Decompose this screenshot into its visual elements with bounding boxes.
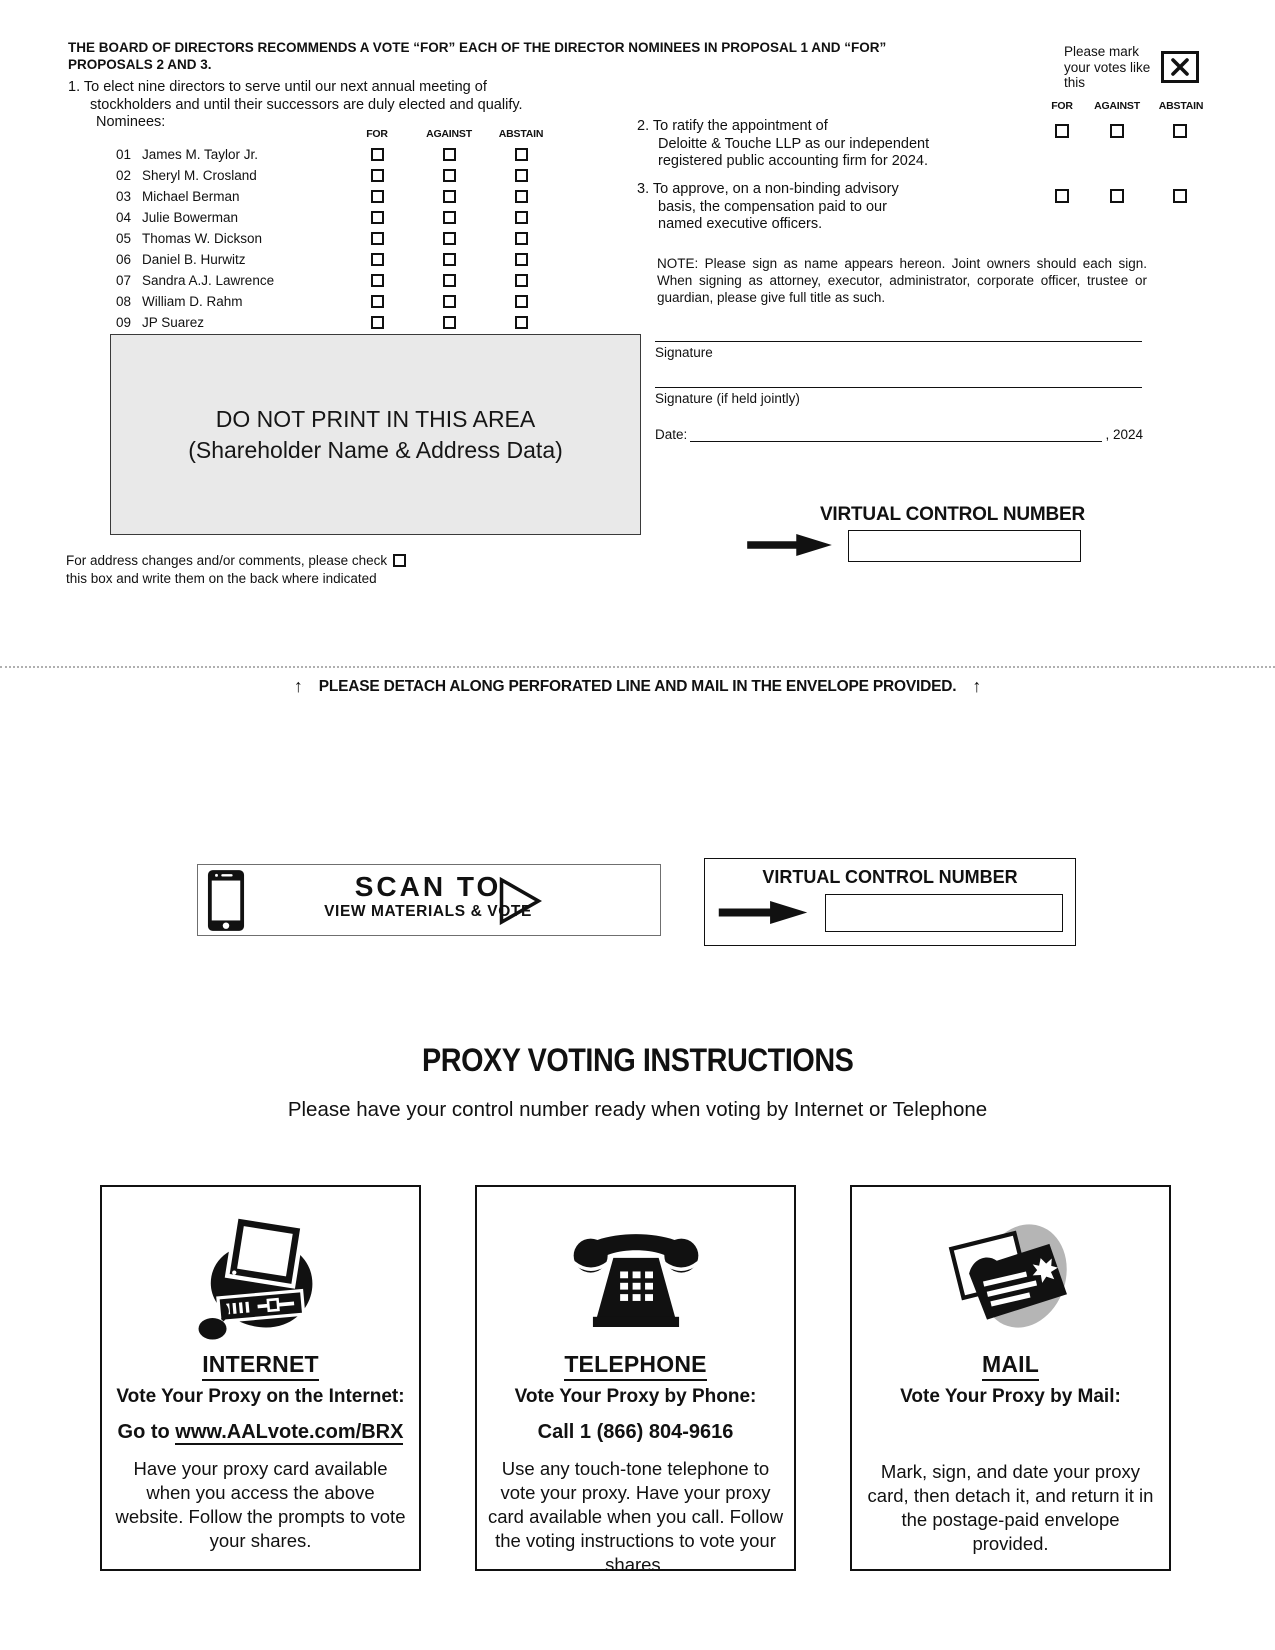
up-arrow-icon: ↑	[293, 676, 303, 696]
arrow-right-icon	[743, 534, 836, 556]
checkbox-nominee-1-for[interactable]	[371, 148, 384, 161]
nominee-name: Sheryl M. Crosland	[142, 168, 257, 183]
board-recommendation-line1: THE BOARD OF DIRECTORS RECOMMENDS A VOTE “FOR” EACH OF THE DIRECTOR NOMINEES IN PROPOSAL 1 AND “FOR”	[68, 40, 887, 55]
proposal-2-line1: 2. To ratify the appointment of	[637, 118, 828, 134]
checkbox-address-change[interactable]	[393, 554, 406, 567]
mail-body: Mark, sign, and date your proxy card, then detach it, and return it in the postage-paid envelope provided.	[867, 1461, 1154, 1554]
nominee-number: 09	[116, 315, 132, 330]
nominee-number: 08	[116, 294, 132, 309]
scan-title: SCAN TO	[354, 871, 502, 902]
telephone-heading: TELEPHONE	[477, 1351, 794, 1381]
nominee-name: Thomas W. Dickson	[142, 231, 263, 246]
signature-joint-line[interactable]	[655, 387, 1142, 388]
checkbox-nominee-8-against[interactable]	[443, 295, 456, 308]
checkbox-nominee-2-against[interactable]	[443, 169, 456, 182]
scan-banner	[197, 864, 661, 936]
internet-subheading: Vote Your Proxy on the Internet:	[116, 1386, 405, 1407]
proposal-2-line2: Deloitte & Touche LLP as our independent	[658, 135, 930, 152]
virtual-control-banner-label: VIRTUAL CONTROL NUMBER	[762, 867, 1018, 887]
checkbox-nominee-6-for[interactable]	[371, 253, 384, 266]
nominee-name: William D. Rahm	[142, 294, 243, 309]
checkbox-nominee-4-abstain[interactable]	[515, 211, 528, 224]
nominee-name: Sandra A.J. Lawrence	[142, 273, 275, 288]
column-header-abstain-right: ABSTAIN	[1158, 100, 1204, 112]
address-change-note	[66, 552, 526, 587]
checkbox-nominee-4-against[interactable]	[443, 211, 456, 224]
mail-icon	[852, 1205, 1169, 1347]
date-entry-line[interactable]	[690, 427, 1102, 442]
mail-heading: MAIL	[852, 1351, 1169, 1381]
proposal-3-line1: 3. To approve, on a non-binding advisory	[637, 181, 899, 197]
instructions-title: PROXY VOTING INSTRUCTIONS	[421, 1042, 854, 1078]
checkbox-nominee-5-abstain[interactable]	[515, 232, 528, 245]
nominee-name: Daniel B. Hurwitz	[142, 252, 246, 267]
checkbox-nominee-9-abstain[interactable]	[515, 316, 528, 329]
arrow-right-icon	[715, 901, 811, 924]
signature-joint-label: Signature (if held jointly)	[655, 391, 800, 406]
nominee-number: 05	[116, 231, 132, 246]
computer-icon	[102, 1205, 419, 1347]
checkbox-proposal-3-abstain[interactable]	[1173, 189, 1187, 203]
internet-action-prefix: Go to	[117, 1421, 176, 1443]
proposal-1-line1: 1. To elect nine directors to serve until our next annual meeting of	[68, 79, 487, 95]
address-change-line2: this box and write them on the back where indicated	[66, 570, 377, 586]
mark-votes-instruction: Please mark your votes like this	[1064, 44, 1151, 90]
nominee-number: 07	[116, 273, 132, 288]
proposal-2-line3: registered public accounting firm for 2024.	[658, 153, 929, 169]
date-year-suffix: , 2024	[1105, 427, 1143, 442]
checkbox-proposal-2-for[interactable]	[1055, 124, 1069, 138]
virtual-control-number-label: VIRTUAL CONTROL NUMBER	[819, 504, 1086, 525]
nominee-number: 06	[116, 252, 132, 267]
internet-vote-link[interactable]: www.AALvote.com/BRX	[175, 1421, 404, 1443]
checkbox-nominee-5-for[interactable]	[371, 232, 384, 245]
proposal-1-line2: stockholders and until their successors are duly elected and qualify.	[90, 96, 523, 113]
column-header-for: FOR	[366, 128, 388, 140]
instructions-subtitle: Please have your control number ready when voting by Internet or Telephone	[287, 1098, 988, 1121]
x-mark-icon	[1169, 58, 1191, 76]
proposal-3	[637, 181, 997, 234]
signature-label: Signature	[655, 345, 713, 360]
mark-example-checkbox	[1161, 51, 1199, 83]
mail-subheading: Vote Your Proxy by Mail:	[900, 1386, 1121, 1407]
signing-note: NOTE: Please sign as name appears hereon. Joint owners should each sign. When signing as attorney, executor, administrator, corporate officer, trustee or guardian, please give full title as such.	[657, 256, 1147, 305]
virtual-control-number-field[interactable]	[848, 530, 1081, 562]
do-not-print-area	[110, 334, 641, 535]
internet-heading: INTERNET	[102, 1351, 419, 1381]
nominee-name: Michael Berman	[142, 189, 240, 204]
checkbox-nominee-6-against[interactable]	[443, 253, 456, 266]
detach-notice	[0, 676, 1275, 697]
checkbox-nominee-5-against[interactable]	[443, 232, 456, 245]
virtual-control-banner	[704, 858, 1076, 946]
column-header-abstain: ABSTAIN	[498, 128, 544, 140]
checkbox-nominee-8-for[interactable]	[371, 295, 384, 308]
nominee-name: Julie Bowerman	[142, 210, 239, 225]
nominees-label: Nominees:	[96, 114, 166, 130]
checkbox-nominee-6-abstain[interactable]	[515, 253, 528, 266]
internet-body: Have your proxy card available when you access the above website. Follow the prompts to vote your shares.	[115, 1458, 406, 1551]
do-not-print-line1: DO NOT PRINT IN THIS AREA	[215, 405, 536, 432]
telephone-subheading: Vote Your Proxy by Phone:	[514, 1386, 757, 1407]
nominee-number: 02	[116, 168, 132, 183]
detach-notice-text: PLEASE DETACH ALONG PERFORATED LINE AND MAIL IN THE ENVELOPE PROVIDED.	[318, 677, 957, 695]
nominee-name: James M. Taylor Jr.	[142, 147, 259, 162]
board-recommendation	[68, 40, 968, 73]
checkbox-nominee-9-against[interactable]	[443, 316, 456, 329]
checkbox-proposal-2-abstain[interactable]	[1173, 124, 1187, 138]
perforation-line	[0, 666, 1275, 668]
play-triangle-icon	[498, 876, 542, 931]
checkbox-nominee-3-abstain[interactable]	[515, 190, 528, 203]
nominee-name: JP Suarez	[142, 315, 205, 330]
internet-action	[102, 1421, 419, 1444]
checkbox-nominee-2-abstain[interactable]	[515, 169, 528, 182]
address-change-line1: For address changes and/or comments, please check	[66, 553, 388, 568]
checkbox-nominee-4-for[interactable]	[371, 211, 384, 224]
nominee-vote-table	[112, 120, 556, 333]
checkbox-proposal-3-against[interactable]	[1110, 189, 1124, 203]
do-not-print-line2: (Shareholder Name & Address Data)	[188, 436, 563, 463]
checkbox-nominee-8-abstain[interactable]	[515, 295, 528, 308]
checkbox-nominee-9-for[interactable]	[371, 316, 384, 329]
date-row	[655, 427, 1143, 442]
checkbox-nominee-2-for[interactable]	[371, 169, 384, 182]
column-header-for-right: FOR	[1051, 100, 1073, 112]
checkbox-proposal-2-against[interactable]	[1110, 124, 1124, 138]
up-arrow-icon: ↑	[972, 676, 982, 696]
mail-method-box	[850, 1185, 1171, 1571]
proposal-3-line2: basis, the compensation paid to our	[658, 198, 887, 215]
internet-method-box	[100, 1185, 421, 1571]
checkbox-proposal-3-for[interactable]	[1055, 189, 1069, 203]
column-header-against-right: AGAINST	[1094, 100, 1140, 112]
column-header-against: AGAINST	[426, 128, 472, 140]
date-label: Date:	[655, 427, 688, 442]
telephone-method-box	[475, 1185, 796, 1575]
checkbox-nominee-7-for[interactable]	[371, 274, 384, 287]
nominee-number: 03	[116, 189, 132, 204]
nominee-number: 04	[116, 210, 132, 225]
scan-subtitle: VIEW MATERIALS & VOTE	[324, 903, 532, 920]
checkbox-nominee-7-against[interactable]	[443, 274, 456, 287]
proposal-2	[637, 118, 997, 171]
smartphone-icon	[207, 869, 245, 937]
telephone-number: Call 1 (866) 804-9616	[537, 1421, 734, 1443]
checkbox-nominee-1-against[interactable]	[443, 148, 456, 161]
nominee-number: 01	[116, 147, 132, 162]
telephone-icon	[477, 1205, 794, 1347]
checkbox-nominee-1-abstain[interactable]	[515, 148, 528, 161]
checkbox-nominee-3-for[interactable]	[371, 190, 384, 203]
board-recommendation-line2: PROPOSALS 2 AND 3.	[68, 56, 212, 72]
signature-line[interactable]	[655, 341, 1142, 342]
proposal-3-line3: named executive officers.	[658, 216, 823, 232]
telephone-body: Use any touch-tone telephone to vote your proxy. Have your proxy card available when you call. Follow the voting instructions to vote your shares.	[487, 1458, 784, 1575]
checkbox-nominee-7-abstain[interactable]	[515, 274, 528, 287]
checkbox-nominee-3-against[interactable]	[443, 190, 456, 203]
virtual-control-number-field[interactable]	[825, 894, 1063, 932]
